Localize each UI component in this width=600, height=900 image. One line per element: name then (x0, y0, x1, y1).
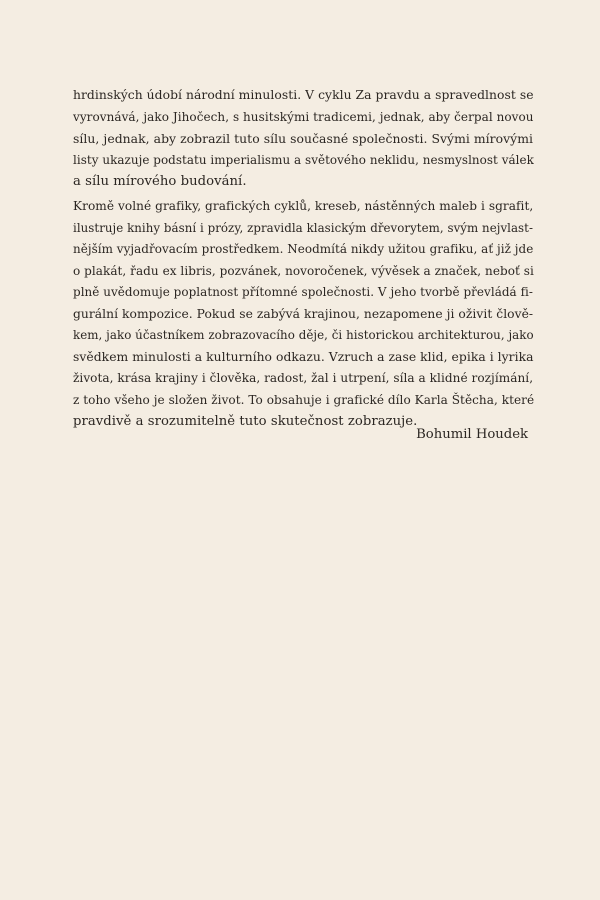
text-line: nějším vyjadřovacím prostředkem. Neodmítá nikdy užitou grafiku, ať již jde (73, 242, 534, 256)
paragraph-1 (73, 85, 533, 193)
text-line: a sílu mírového budování. (73, 174, 247, 189)
text-line: ilustruje knihy básní i prózy, zpravidla klasickým dřevorytem, svým nejvlast- (73, 220, 533, 235)
text-line: kem, jako účastníkem zobrazovacího děje, či historickou architekturou, jako (73, 328, 534, 342)
author-signature: Bohumil Houdek (416, 427, 528, 442)
text-line: pravdivě a srozumitelně tuto skutečnost zobrazuje. (73, 414, 418, 429)
text-line: plně uvědomuje poplatnost přítomné společnosti. V jeho tvorbě převládá fi- (73, 285, 533, 299)
text-line: vyrovnává, jako Jihočech, s husitskými tradicemi, jednak, aby čerpal novou (73, 109, 534, 124)
text-line: z toho všeho je složen život. To obsahuje i grafické dílo Karla Štěcha, které (73, 392, 535, 407)
text-line: Kromě volné grafiky, grafických cyklů, kreseb, nástěnných maleb i sgrafit, (73, 199, 534, 213)
text-line: gurální kompozice. Pokud se zabývá krajinou, nezapomene ji oživit člově- (73, 306, 534, 321)
text-line: hrdinských údobí národní minulosti. V cyklu Za pravdu a spravedlnost se (73, 88, 534, 102)
text-line: svědkem minulosti a kulturního odkazu. Vzruch a zase klid, epika i lyrika (73, 349, 534, 364)
text-line: života, krása krajiny i člověka, radost, žal i utrpení, síla a klidné rozjímání, (73, 371, 534, 385)
paragraph-2 (73, 196, 533, 433)
text-line: sílu, jednak, aby zobrazil tuto sílu současné společnosti. Svými mírovými (73, 131, 533, 146)
text-line: listy ukazuje podstatu imperialismu a světového neklidu, nesmyslnost válek (73, 152, 534, 167)
text-line: o plakát, řadu ex libris, pozvánek, novoročenek, vývěsek a značek, neboť si (73, 263, 534, 278)
